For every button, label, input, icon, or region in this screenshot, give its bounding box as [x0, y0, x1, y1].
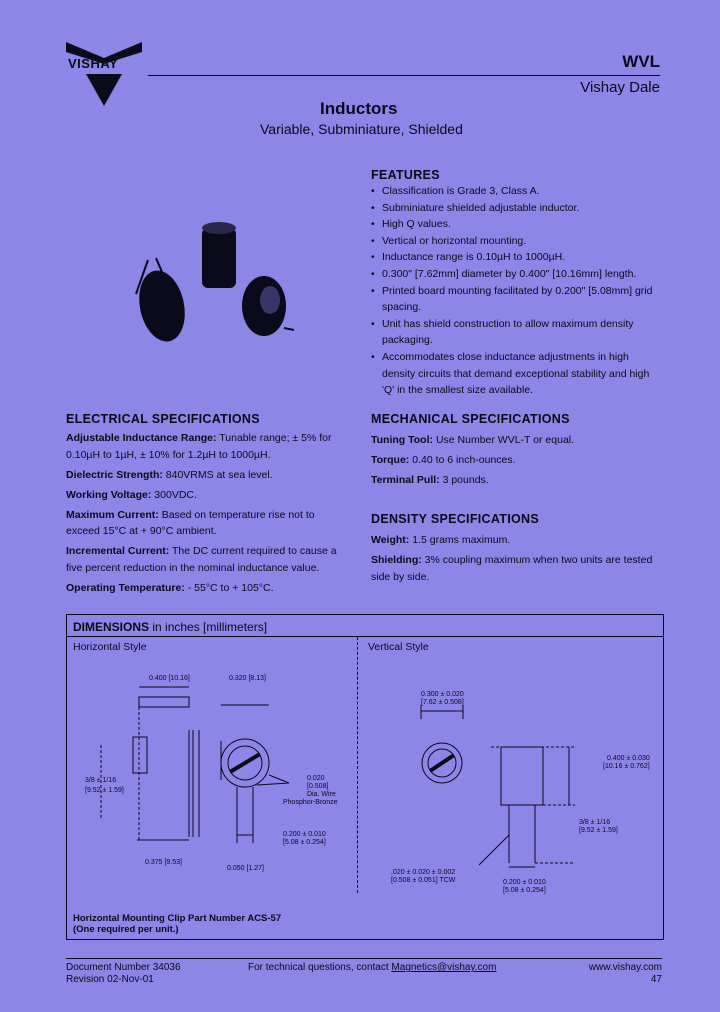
spec-label: Maximum Current: — [66, 508, 159, 521]
v-dim-lead-mm: [9.52 ± 1.59] — [579, 827, 618, 834]
spec-text: - 55°C to + 105°C. — [187, 581, 274, 594]
spec-label: Incremental Current: — [66, 545, 170, 557]
spec-item — [371, 532, 661, 549]
spec-label: Working Voltage: — [66, 488, 152, 501]
feature-item: • Accommodates close inductance adjustments in high density circuits that demand exceptional stability and high 'Q' in the smallest size available. — [371, 349, 661, 399]
mechanical-specs — [371, 432, 661, 492]
footer-left — [66, 962, 181, 986]
dimensions-heading: DIMENSIONS — [73, 620, 150, 634]
feature-item: • Vertical or horizontal mounting. — [371, 233, 661, 250]
h-dim-spacing-in: 0.200 ± 0.010 — [283, 831, 326, 838]
v-dim-length-in: 0.400 ± 0.030 — [607, 755, 650, 762]
electrical-specs — [66, 430, 348, 600]
spec-item — [371, 432, 661, 449]
h-dim-length: 0.400 [10.16] — [149, 675, 190, 682]
product-photo — [122, 218, 302, 348]
inductor-horizontal-image — [133, 258, 191, 346]
spec-text: Tunable range; ± 5% for 0.10µH to 1µH, ± 10% for 1.2µH to 1000µH. — [66, 432, 332, 461]
mounting-clip-note — [73, 913, 281, 935]
feature-item: • Inductance range is 0.10µH to 1000µH. — [371, 249, 661, 266]
page-title: Inductors — [320, 99, 398, 118]
website-link[interactable]: www.vishay.com — [588, 962, 662, 973]
part-number: WVL — [622, 52, 660, 71]
v-dim-diameter-mm: [7.62 ± 0.508] — [421, 699, 464, 706]
spec-item — [66, 430, 348, 463]
horizontal-style-label: Horizontal Style — [73, 641, 147, 653]
footer-rule — [66, 958, 662, 959]
h-dim-spacing-mm: [5.08 ± 0.254] — [283, 839, 326, 846]
spec-text: The DC current required to cause a five percent reduction in the nominal inductance value. — [66, 545, 337, 574]
feature-item: • Classification is Grade 3, Class A. — [371, 183, 661, 200]
spec-label: Adjustable Inductance Range: — [66, 432, 217, 444]
electrical-heading: ELECTRICAL SPECIFICATIONS — [66, 412, 260, 426]
spec-item — [66, 467, 348, 484]
dimensions-units: in inches [millimeters] — [152, 620, 268, 634]
h-dim-wire-material: Phosphor-Bronze — [283, 799, 338, 806]
spec-text: Based on temperature rise not to exceed 15°C at + 90°C ambient. — [66, 508, 315, 537]
feature-item: • Unit has shield construction to allow maximum density packaging. — [371, 316, 661, 349]
page-number: 47 — [650, 974, 662, 985]
features-heading: FEATURES — [371, 168, 440, 182]
spec-label: Tuning Tool: — [371, 434, 434, 446]
spec-text: Use Number WVL-T or equal. — [435, 434, 575, 446]
dimensions-rule — [67, 636, 663, 637]
revision-date: Revision 02-Nov-01 — [66, 974, 154, 985]
feature-item: • High Q values. — [371, 216, 661, 233]
h-dim-pitch: 0.050 [1.27] — [227, 865, 264, 872]
page-subtitle: Variable, Subminiature, Shielded — [260, 121, 463, 137]
brand-name: Vishay Dale — [580, 79, 660, 96]
dimensions-box — [66, 614, 664, 940]
contact-email-link[interactable]: Magnetics@vishay.com — [391, 962, 497, 973]
footer-right — [589, 962, 662, 986]
feature-item: • Printed board mounting facilitated by 0.200" [5.08mm] grid spacing. — [371, 283, 661, 316]
feature-item: • Subminiature shielded adjustable inductor. — [371, 200, 661, 217]
spec-item — [371, 472, 661, 489]
dimensions-title — [73, 620, 267, 634]
spec-text: 3% coupling maximum when two units are tested side by side. — [371, 554, 653, 583]
h-dim-height-in: 3/8 ± 1/16 — [85, 777, 117, 784]
spec-text: 300VDC. — [154, 488, 197, 501]
feature-item: • 0.300" [7.62mm] diameter by 0.400" [10.16mm] length. — [371, 266, 661, 283]
features-list — [371, 183, 661, 399]
h-dim-wire-in: 0.020 — [307, 775, 325, 782]
spec-item — [66, 487, 348, 504]
vishay-logo — [66, 40, 142, 106]
v-dim-wire-mm: [0.508 ± 0.051] TCW — [391, 877, 456, 884]
spec-item — [371, 452, 661, 469]
spec-text: 0.40 to 6 inch-ounces. — [412, 454, 516, 466]
spec-item — [371, 552, 661, 585]
header-rule — [148, 75, 660, 76]
spec-item — [66, 580, 348, 597]
vertical-style-drawing — [359, 675, 659, 875]
spec-label: Operating Temperature: — [66, 581, 185, 594]
spec-label: Dielectric Strength: — [66, 468, 163, 481]
h-dim-offset: 0.375 [9.53] — [145, 859, 182, 866]
h-dim-wire-mm: [0.508] — [307, 783, 329, 790]
density-heading: DENSITY SPECIFICATIONS — [371, 512, 539, 526]
v-dim-lead-in: 3/8 ± 1/16 — [579, 819, 611, 826]
inductor-top-image — [242, 276, 294, 336]
v-dim-length-mm: [10.16 ± 0.762] — [603, 763, 650, 770]
v-dim-spacing-in: 0.200 ± 0.010 — [503, 879, 546, 886]
clip-note-qty: (One required per unit.) — [73, 924, 179, 935]
spec-text: 3 pounds. — [442, 474, 489, 486]
document-number: Document Number 34036 — [66, 962, 181, 973]
spec-text: 1.5 grams maximum. — [412, 534, 511, 546]
spec-label: Torque: — [371, 454, 410, 466]
logo-text: VISHAY — [68, 56, 119, 71]
spec-label: Terminal Pull: — [371, 474, 440, 486]
spec-label: Shielding: — [371, 554, 422, 566]
h-dim-wire-type: Dia. Wire — [307, 791, 336, 798]
v-dim-spacing-mm: [5.08 ± 0.254] — [503, 887, 546, 894]
spec-label: Weight: — [371, 534, 410, 546]
clip-note-line: Horizontal Mounting Clip Part Number ACS-57 — [73, 913, 282, 924]
vertical-style-label: Vertical Style — [368, 641, 429, 653]
spec-text: 840VRMS at sea level. — [165, 468, 273, 481]
inductor-vertical-image — [202, 222, 236, 288]
footer-contact — [248, 962, 496, 974]
spec-item — [66, 507, 348, 540]
contact-text: For technical questions, contact — [248, 962, 389, 973]
v-dim-wire-in: .020 ± 0.020 ± 0.002 — [391, 869, 456, 876]
v-dim-diameter-in: 0.300 ± 0.020 — [421, 691, 464, 698]
spec-item — [66, 543, 348, 576]
density-specs — [371, 532, 661, 589]
vishay-logo-icon — [66, 40, 142, 106]
mechanical-heading: MECHANICAL SPECIFICATIONS — [371, 412, 570, 426]
h-dim-height-mm: [9.52 ± 1.59] — [85, 787, 124, 794]
h-dim-diameter: 0.320 [8.13] — [229, 675, 266, 682]
